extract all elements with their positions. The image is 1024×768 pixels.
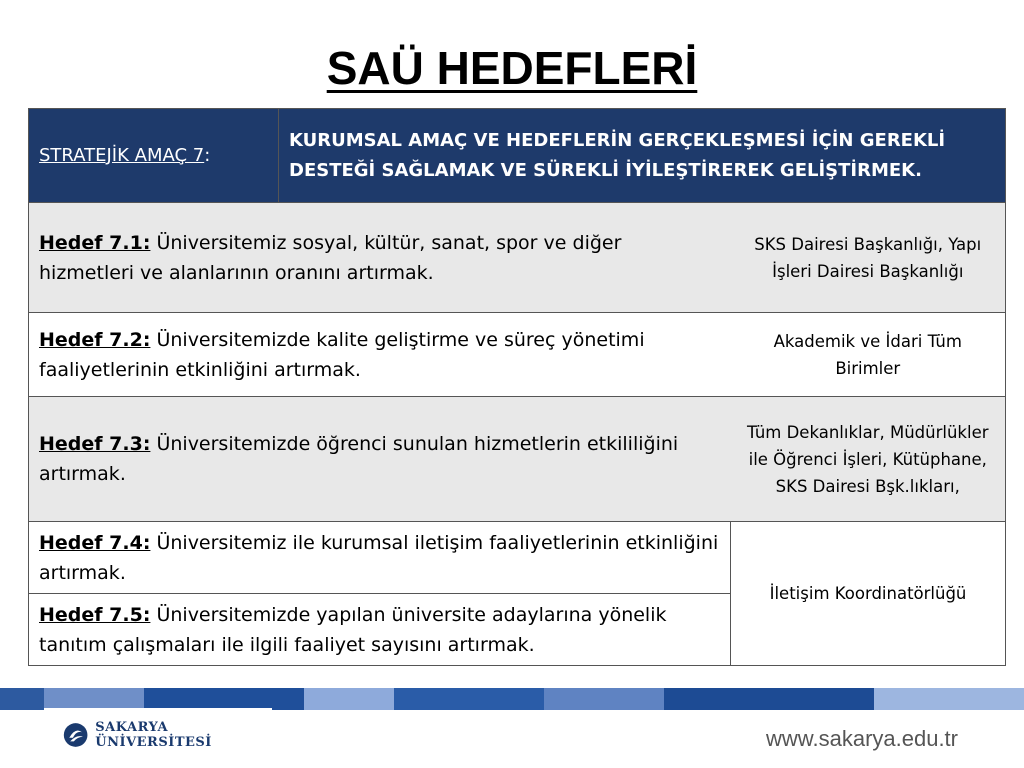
stripe-segment [44,688,144,710]
goal-row [29,313,1006,397]
amac-label-suffix: : [204,144,211,166]
stripe-segment [664,688,874,710]
goal-code: Hedef 7.5: [39,603,151,626]
goal-cell [29,594,731,666]
goal-responsible: İletişim Koordinatörlüğü [731,522,1006,666]
goal-code: Hedef 7.4: [39,531,151,554]
goal-row [29,522,1006,594]
goal-cell [29,313,731,397]
amac-label: STRATEJİK AMAÇ 7 [39,144,205,166]
goal-responsible: SKS Dairesi Başkanlığı, Yapı İşleri Dairesi Başkanlığı [731,203,1006,313]
sakarya-logo[interactable] [44,708,272,762]
goal-code: Hedef 7.1: [39,231,151,254]
website-link[interactable]: www.sakarya.edu.tr [766,726,958,751]
goal-row [29,397,1006,522]
goal-cell [29,522,731,594]
goal-cell [29,397,731,522]
stripe-segment [544,688,664,710]
goal-cell [29,203,731,313]
stripe-segment [304,688,394,710]
goal-code: Hedef 7.3: [39,433,151,455]
logo-text: SAKARYA ÜNİVERSİTESİ [95,720,212,750]
stripe-segment [0,688,44,710]
goals-table [28,108,1006,666]
goal-text: Üniversitemiz sosyal, kültür, sanat, spor ve diğer hizmetleri ve alanlarının oranını artırmak. [39,231,622,284]
page-title: SAÜ HEDEFLERİ [326,42,698,94]
goal-text: Üniversitemizde öğrenci sunulan hizmetlerin etkililiğini artırmak. [39,433,679,485]
stripe-segment [144,688,304,710]
goal-responsible: Tüm Dekanlıklar, Müdürlükler ile Öğrenci İşleri, Kütüphane, SKS Dairesi Bşk.lıkları, [731,397,1006,522]
footer-stripe [0,688,1024,710]
stripe-segment [394,688,544,710]
amac-label-cell [29,109,279,203]
goal-row [29,203,1006,313]
goal-text: Üniversitemiz ile kurumsal iletişim faaliyetlerinin etkinliğini artırmak. [39,531,719,584]
goal-text: Üniversitemizde yapılan üniversite adaylarına yönelik tanıtım çalışmaları ile ilgili faaliyet sayısını artırmak. [39,603,667,656]
stripe-segment [874,688,1024,710]
amac-text: KURUMSAL AMAÇ VE HEDEFLERİN GERÇEKLEŞMESİ İÇİN GEREKLİ DESTEĞİ SAĞLAMAK VE SÜREKLİ İYİLEŞTİREREK GELİŞTİRMEK. [279,109,1006,203]
goal-code: Hedef 7.2: [39,328,151,351]
goal-responsible: Akademik ve İdari Tüm Birimler [731,313,1006,397]
university-emblem-icon [62,720,89,750]
goal-text: Üniversitemizde kalite geliştirme ve süreç yönetimi faaliyetlerinin etkinliğini artırmak. [39,328,645,381]
amac-row [29,109,1006,203]
